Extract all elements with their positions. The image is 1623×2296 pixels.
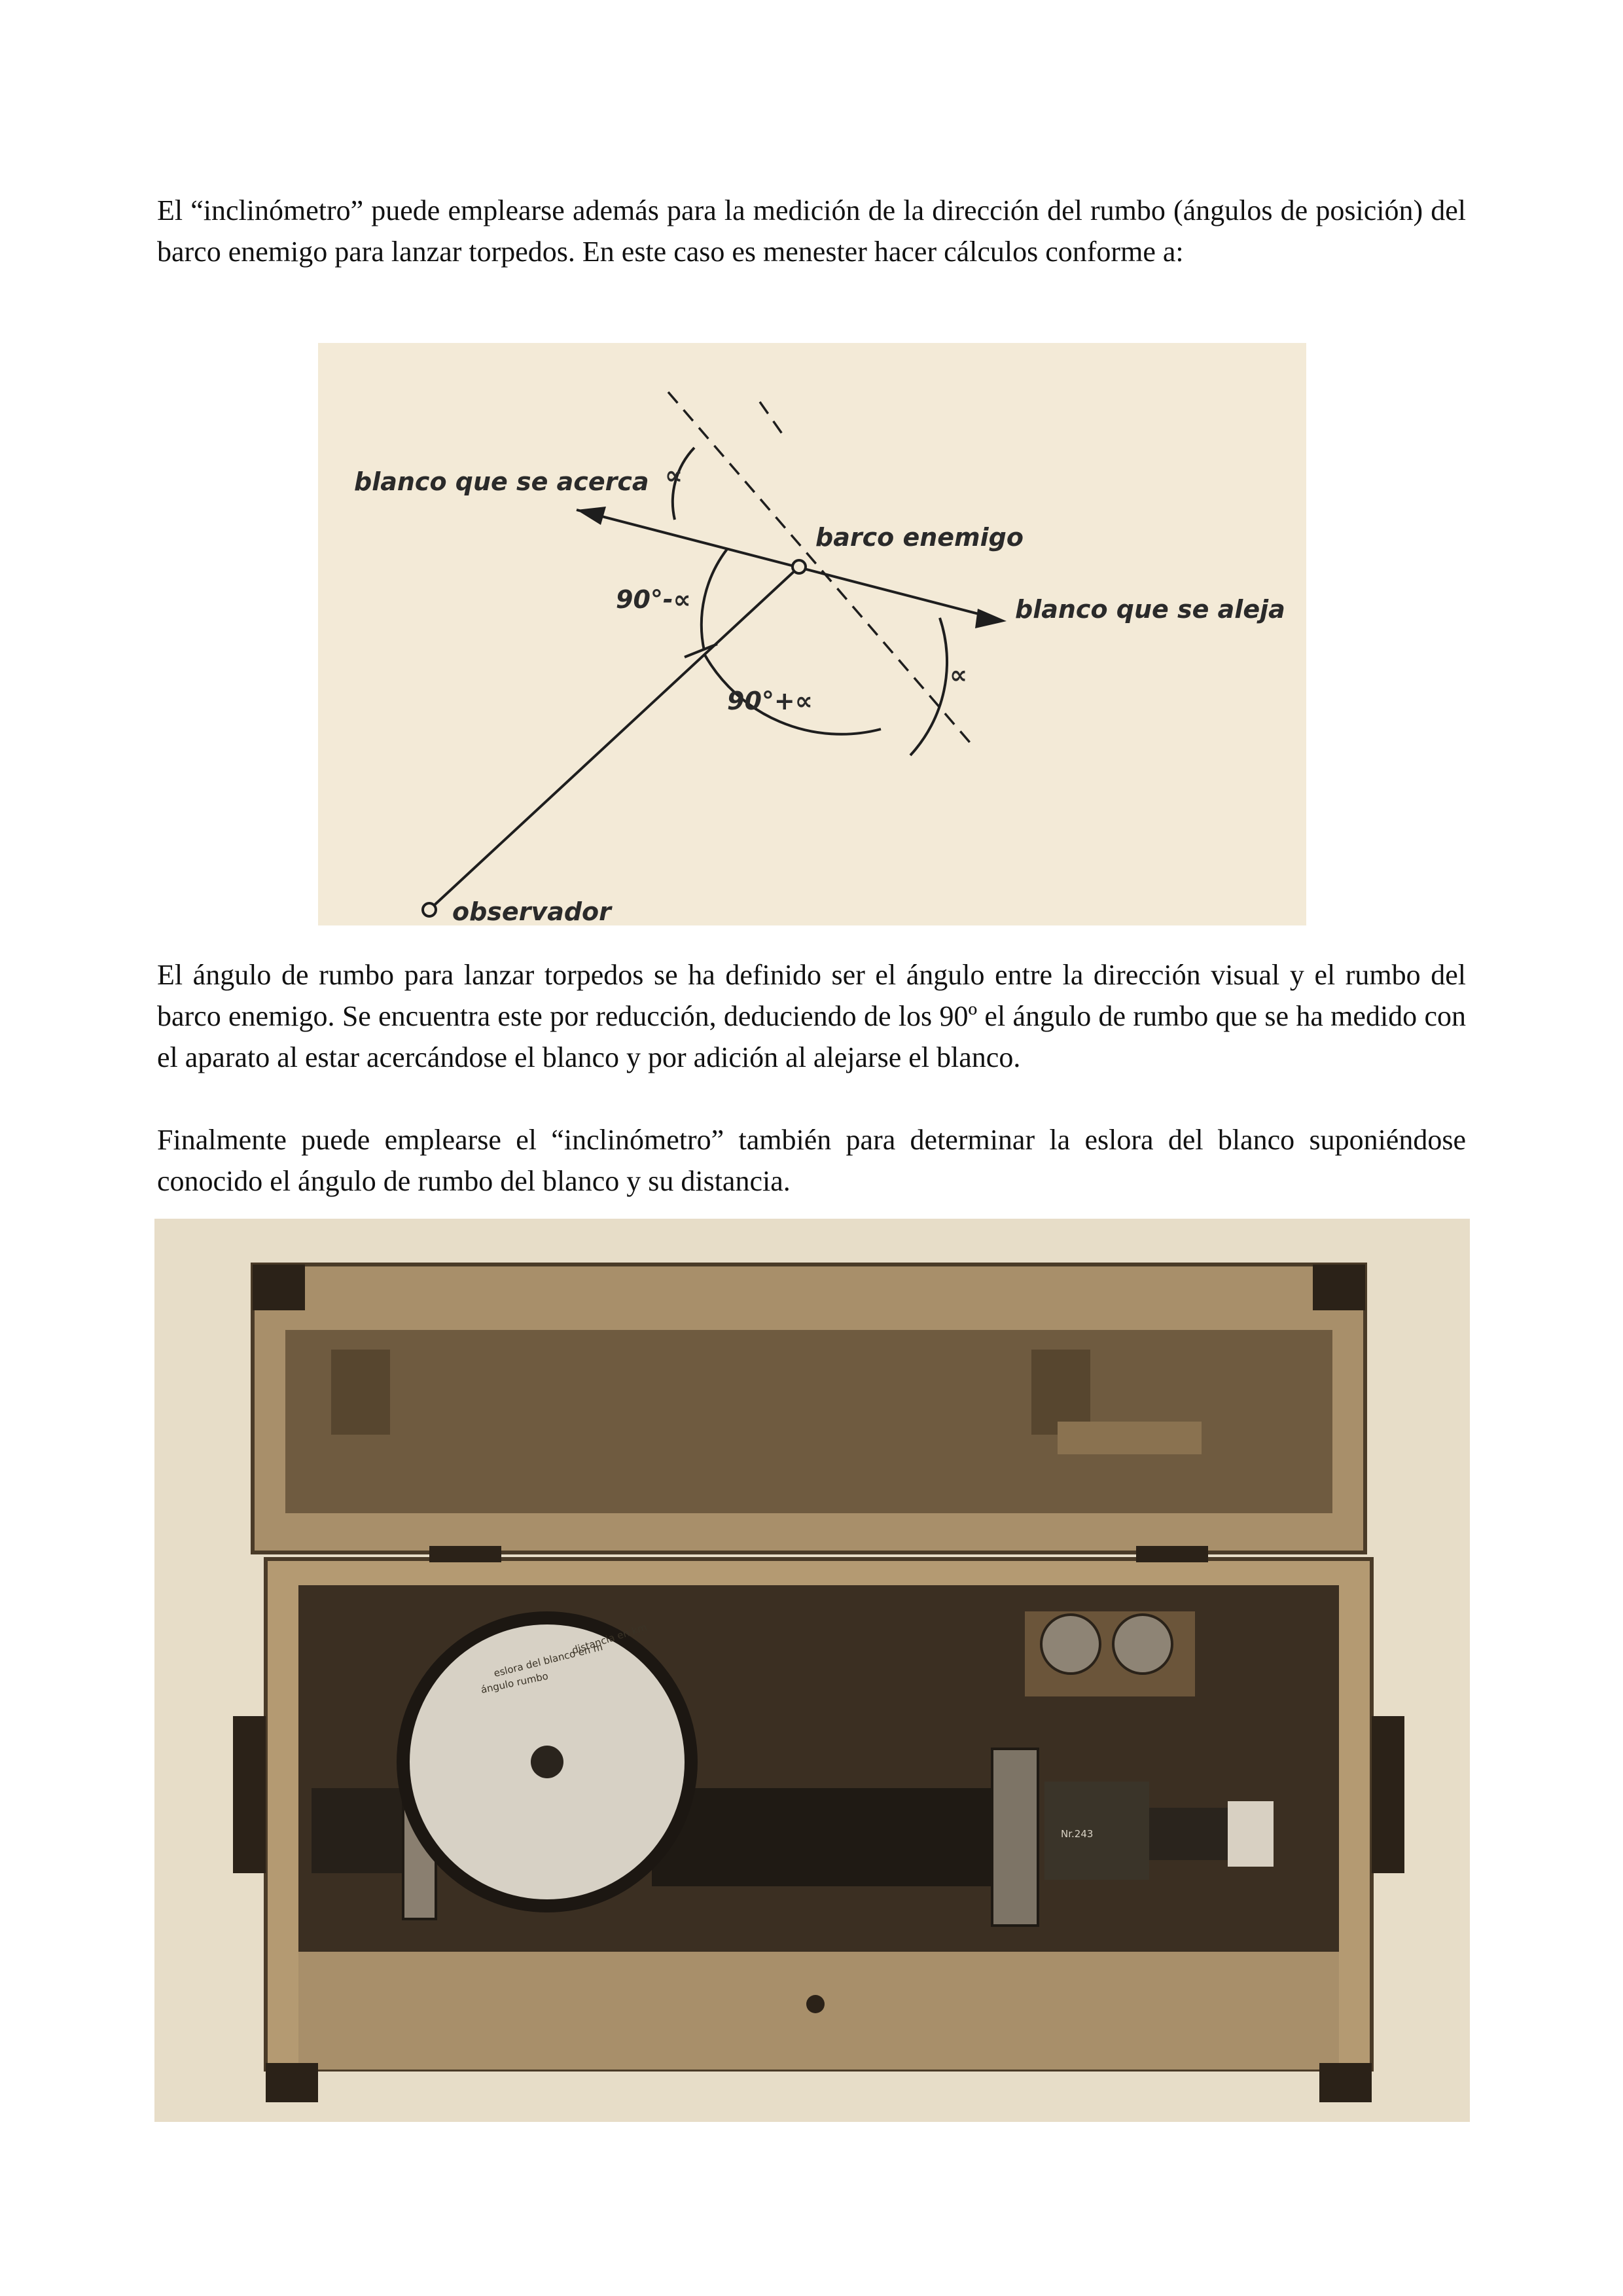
eyepiece-body — [1044, 1782, 1149, 1880]
label-observer: observador — [452, 897, 611, 925]
eyepiece — [1149, 1808, 1228, 1860]
corner-bracket — [1319, 2063, 1372, 2102]
telescope-tube — [652, 1788, 1012, 1886]
bearing-angle-paragraph: El ángulo de rumbo para lanzar torpedos se ha definido ser el ángulo entre la dirección visual y el rumbo del barco enemigo. Se encuentra este por reducción, deduciendo de los 90º el ángulo de rumbo que se ha medido con el aparato al estar acercándose el blanco y por adición al alejarse el blanco. — [157, 959, 1466, 1073]
inclinometer-case-photo — [154, 1219, 1470, 2122]
corner-bracket — [1313, 1265, 1365, 1310]
label-approaching: blanco que se acerca — [354, 467, 649, 496]
intro-paragraph: El “inclinómetro” puede emplearse además para la medición de la dirección del rumbo (ángulos de posición) del barco enemigo para lanzar torpedos. En este caso es menester hacer cálculos conforme a: — [157, 194, 1466, 268]
arrowhead-receding — [975, 609, 1007, 628]
dial-text-distance: distancia en km — [570, 1621, 649, 1657]
label-90-plus-alpha: 90°+∝ — [727, 687, 813, 715]
label-alpha-bottom: ∝ — [950, 660, 968, 689]
eyepiece-cup — [1228, 1801, 1274, 1867]
enemy-ship-point — [793, 560, 806, 573]
observer-point — [423, 903, 436, 916]
hinge — [1136, 1546, 1208, 1562]
eyepiece-lens — [1041, 1615, 1100, 1674]
dial-center — [531, 1746, 563, 1778]
arc-alpha-bottom — [910, 618, 947, 755]
label-enemy-ship: barco enemigo — [815, 523, 1024, 552]
hinge — [429, 1546, 501, 1562]
lid-block-left — [331, 1350, 390, 1435]
tick-mark — [685, 644, 717, 657]
case-handle-left — [233, 1716, 266, 1873]
serial-number: Nr.243 — [1061, 1828, 1094, 1840]
length-paragraph: Finalmente puede emplearse el “inclinómetro” también para determinar la eslora del blanco suponiéndose conocido el ángulo de rumbo del blanco y su distancia. — [157, 1124, 1466, 1197]
dial-text-length: eslora del blanco en m — [492, 1641, 604, 1679]
keyhole — [806, 1995, 825, 2013]
label-90-minus-alpha: 90°-∝ — [616, 585, 691, 614]
sight-extension-dashed-top — [760, 402, 783, 435]
dial-text-bearing: ángulo rumbo — [480, 1670, 550, 1696]
label-receding: blanco que se aleja — [1015, 595, 1285, 624]
case-handle-right — [1372, 1716, 1404, 1873]
lid-holder — [1058, 1422, 1202, 1454]
bearing-angle-diagram — [318, 343, 1306, 925]
corner-bracket — [253, 1265, 305, 1310]
line-of-sight — [429, 567, 799, 910]
corner-bracket — [266, 2063, 318, 2102]
tube-flange — [992, 1749, 1038, 1926]
arrowhead-approaching — [577, 507, 606, 525]
eyepiece-lens — [1113, 1615, 1172, 1674]
label-alpha-top: ∝ — [665, 461, 683, 490]
